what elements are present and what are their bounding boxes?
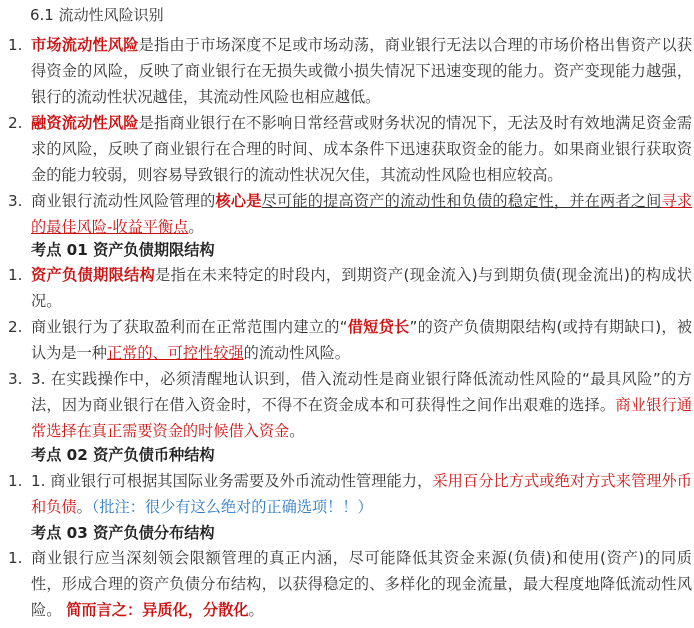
- body-text: 1. 商业银行可根据其国际业务需要及外币流动性管理能力，: [31, 472, 433, 490]
- body-text: 。: [76, 498, 92, 516]
- heading-kp03: 考点 03 资产负债分布结构: [31, 524, 215, 542]
- section-title: 6.1 流动性风险识别: [30, 6, 164, 24]
- term-funding-liquidity-risk: 融资流动性风险: [31, 114, 139, 132]
- body-text: 商业银行流动性风险管理的: [31, 192, 216, 210]
- heading-kp02: 考点 02 资产负债币种结构: [31, 446, 215, 464]
- body-text: 。: [188, 218, 204, 236]
- body-text: 3. 在实践操作中，必须清醒地认识到，借入流动性是商业银行降低流动性风险的“最具风险”的方法，因为商业银行在借入资金时，不得不在资金成本和可获得性之间作出艰难的选择。: [31, 370, 692, 414]
- definition-text: 是指商业银行在不影响日常经营或财务状况的情况下，无法及时有效地满足资金需求的风险，反映了商业银行在合理的时间、成本条件下迅速获取资金的能力。如果商业银行获取资金的能力较弱，则容易导致银行的流动性状况欠佳，其流动性风险也相应较高。: [31, 114, 693, 184]
- list-number: 1.: [8, 472, 23, 490]
- list-item: [0, 262, 692, 314]
- highlight-text: 采用百分比方式或绝对方式来管理外币和负债: [31, 472, 692, 516]
- underlined-text: 尽可能的提高资产的流动性和负债的稳定性，并在两者之间: [261, 192, 662, 210]
- core-label: 核心是: [215, 192, 262, 210]
- list-item: [0, 188, 692, 240]
- list-number: 1.: [8, 549, 23, 567]
- term-maturity-structure: 资产负债期限结构: [31, 266, 156, 284]
- list-item: [0, 314, 692, 366]
- list-item: [0, 32, 692, 110]
- body-text: 的流动性风险。: [243, 344, 350, 362]
- list-item: [0, 468, 692, 520]
- highlight-text: 商业银行通常选择在真正需要资金的时候借入资金: [31, 396, 693, 440]
- annotation-note: （批注：很少有这么绝对的正确选项！！）: [91, 498, 373, 516]
- risk-return-balance: 寻求的最佳风险-收益平衡点: [31, 192, 693, 236]
- body-text: 商业银行应当深刻领会限额管理的真正内涵，尽可能降低其资金来源(负债)和使用(资产)的同质性，形成合理的资产负债分布结构，以获得稳定的、多样化的现金流量，最大程度地降低流动性风险。: [31, 549, 692, 619]
- definition-text: 是指由于市场深度不足或市场动荡，商业银行无法以合理的市场价格出售资产以获得资金的风险，反映了商业银行在无损失或微小损失情况下迅速变现的能力。资产变现能力越强，银行的流动性状况越佳，其流动性风险也相应越低。: [31, 36, 693, 106]
- list-number: 2.: [8, 114, 23, 132]
- list-number: 3.: [8, 370, 23, 388]
- definition-text: 是指在未来特定的时段内，到期资产(现金流入)与到期负债(现金流出)的构成状况。: [31, 266, 692, 310]
- list-item: [0, 545, 692, 623]
- heading-kp01: 考点 01 资产负债期限结构: [31, 241, 215, 259]
- list-number: 1.: [8, 266, 23, 284]
- list-number: 1.: [8, 36, 23, 54]
- borrow-short-lend-long: 借短贷长: [347, 318, 410, 336]
- list-number: 3.: [8, 192, 23, 210]
- list-item: [0, 366, 692, 444]
- normal-controllable-text: 正常的、可控性较强: [106, 344, 244, 362]
- body-text: 。: [289, 422, 305, 440]
- list-item: [0, 110, 692, 188]
- summary-text: 简而言之：异质化，分散化: [66, 601, 249, 619]
- body-text: 。: [248, 601, 264, 619]
- body-text: ”的资产负债期限结构(或持有期缺口)，被认为是一种: [31, 318, 693, 362]
- term-market-liquidity-risk: 市场流动性风险: [31, 36, 139, 54]
- list-number: 2.: [8, 318, 23, 336]
- body-text: 商业银行为了获取盈利而在正常范围内建立的“: [31, 318, 348, 336]
